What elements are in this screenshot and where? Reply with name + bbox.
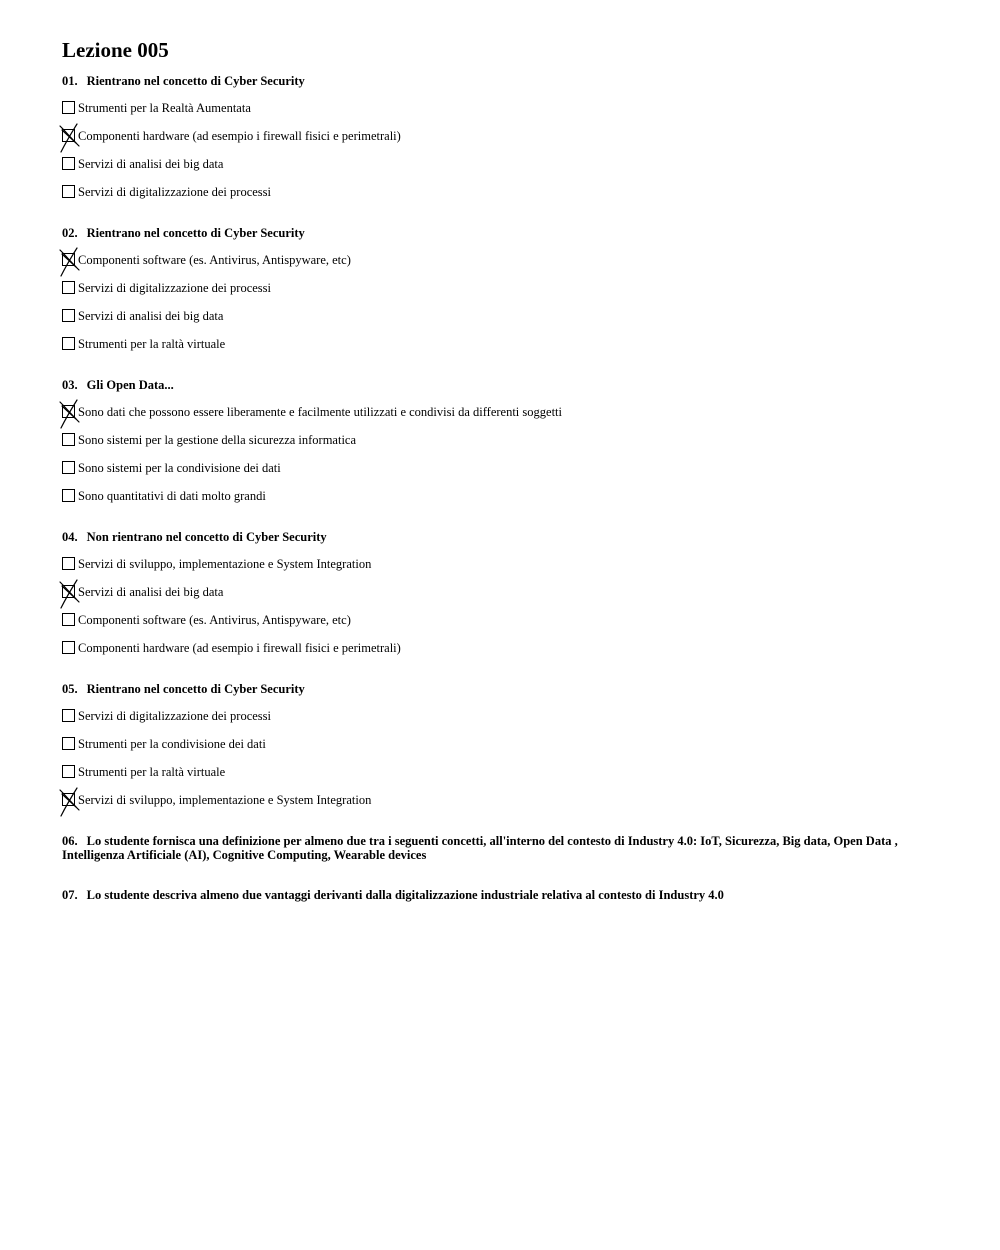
option-label: Componenti software (es. Antivirus, Antispyware, etc)	[78, 253, 351, 267]
checkbox[interactable]	[62, 765, 75, 778]
question-block	[62, 74, 942, 212]
question-block	[62, 226, 942, 364]
question-text: Rientrano nel concetto di Cyber Security	[86, 226, 305, 240]
question-number: 01.	[62, 74, 78, 88]
question-number: 07.	[62, 888, 78, 902]
question-number: 06.	[62, 834, 78, 848]
option-label: Servizi di digitalizzazione dei processi	[78, 709, 271, 723]
option-label: Servizi di digitalizzazione dei processi	[78, 281, 271, 295]
answer-option[interactable]	[62, 336, 942, 364]
question-number: 03.	[62, 378, 78, 392]
question-text: Non rientrano nel concetto di Cyber Security	[86, 530, 327, 544]
option-label: Servizi di digitalizzazione dei processi	[78, 185, 271, 199]
checkbox-checked[interactable]	[62, 129, 75, 142]
answer-option[interactable]	[62, 584, 942, 612]
answer-option[interactable]	[62, 556, 942, 584]
checkbox[interactable]	[62, 641, 75, 654]
question-number: 05.	[62, 682, 78, 696]
answer-option[interactable]	[62, 736, 942, 764]
checkbox[interactable]	[62, 101, 75, 114]
checkbox-checked[interactable]	[62, 405, 75, 418]
checkbox[interactable]	[62, 309, 75, 322]
option-label: Servizi di sviluppo, implementazione e System Integration	[78, 793, 372, 807]
checkbox[interactable]	[62, 489, 75, 502]
checkbox[interactable]	[62, 737, 75, 750]
option-label: Sono sistemi per la gestione della sicurezza informatica	[78, 433, 357, 447]
open-questions-list	[62, 834, 942, 902]
checkbox[interactable]	[62, 157, 75, 170]
checkbox[interactable]	[62, 461, 75, 474]
question-heading	[62, 226, 942, 240]
answer-option[interactable]	[62, 100, 942, 128]
question-block	[62, 530, 942, 668]
answer-option[interactable]	[62, 156, 942, 184]
document-page	[62, 36, 942, 928]
option-label: Servizi di analisi dei big data	[78, 157, 224, 171]
checkbox[interactable]	[62, 185, 75, 198]
question-heading	[62, 74, 942, 88]
answer-option[interactable]	[62, 252, 942, 280]
checkbox-checked[interactable]	[62, 253, 75, 266]
question-text: Lo studente fornisca una definizione per almeno due tra i seguenti concetti, all'interno del contesto di Industry 4.0: IoT, Sicurezza, Big data, Open Data , Intelligenza Artificiale (AI), Cognitive Computing, Wearable devices	[62, 834, 898, 862]
question-text: Rientrano nel concetto di Cyber Security	[86, 74, 305, 88]
option-label: Servizi di analisi dei big data	[78, 309, 224, 323]
answer-option[interactable]	[62, 128, 942, 156]
question-block	[62, 378, 942, 516]
checkbox[interactable]	[62, 433, 75, 446]
option-label: Componenti hardware (ad esempio i firewall fisici e perimetrali)	[78, 641, 401, 655]
option-label: Strumenti per la condivisione dei dati	[78, 737, 266, 751]
answer-option[interactable]	[62, 792, 942, 820]
question-text: Rientrano nel concetto di Cyber Security	[86, 682, 305, 696]
open-question	[62, 888, 942, 902]
answer-option[interactable]	[62, 488, 942, 516]
option-label: Componenti hardware (ad esempio i firewall fisici e perimetrali)	[78, 129, 401, 143]
option-label: Servizi di sviluppo, implementazione e System Integration	[78, 557, 372, 571]
answer-option[interactable]	[62, 184, 942, 212]
question-heading	[62, 378, 942, 392]
checkbox[interactable]	[62, 281, 75, 294]
question-text: Gli Open Data...	[86, 378, 174, 392]
question-heading	[62, 682, 942, 696]
question-heading	[62, 530, 942, 544]
option-label: Componenti software (es. Antivirus, Antispyware, etc)	[78, 613, 351, 627]
answer-option[interactable]	[62, 764, 942, 792]
checkbox[interactable]	[62, 337, 75, 350]
open-question	[62, 834, 942, 862]
option-label: Strumenti per la raltà virtuale	[78, 765, 226, 779]
checkbox[interactable]	[62, 709, 75, 722]
answer-option[interactable]	[62, 640, 942, 668]
option-label: Strumenti per la raltà virtuale	[78, 337, 226, 351]
answer-option[interactable]	[62, 432, 942, 460]
page-title: Lezione 005	[62, 38, 169, 62]
checkbox-checked[interactable]	[62, 585, 75, 598]
checkbox-checked[interactable]	[62, 793, 75, 806]
answer-option[interactable]	[62, 308, 942, 336]
answer-option[interactable]	[62, 708, 942, 736]
question-number: 04.	[62, 530, 78, 544]
option-label: Strumenti per la Realtà Aumentata	[78, 101, 251, 115]
answer-option[interactable]	[62, 280, 942, 308]
answer-option[interactable]	[62, 460, 942, 488]
question-text: Lo studente descriva almeno due vantaggi derivanti dalla digitalizzazione industriale relativa al contesto di Industry 4.0	[86, 888, 724, 902]
answer-option[interactable]	[62, 612, 942, 640]
option-label: Sono sistemi per la condivisione dei dati	[78, 461, 281, 475]
questions-list	[62, 74, 942, 820]
answer-option[interactable]	[62, 404, 942, 432]
question-block	[62, 682, 942, 820]
checkbox[interactable]	[62, 613, 75, 626]
option-label: Sono dati che possono essere liberamente e facilmente utilizzati e condivisi da differenti soggetti	[78, 405, 562, 419]
question-number: 02.	[62, 226, 78, 240]
option-label: Servizi di analisi dei big data	[78, 585, 224, 599]
checkbox[interactable]	[62, 557, 75, 570]
option-label: Sono quantitativi di dati molto grandi	[78, 489, 266, 503]
